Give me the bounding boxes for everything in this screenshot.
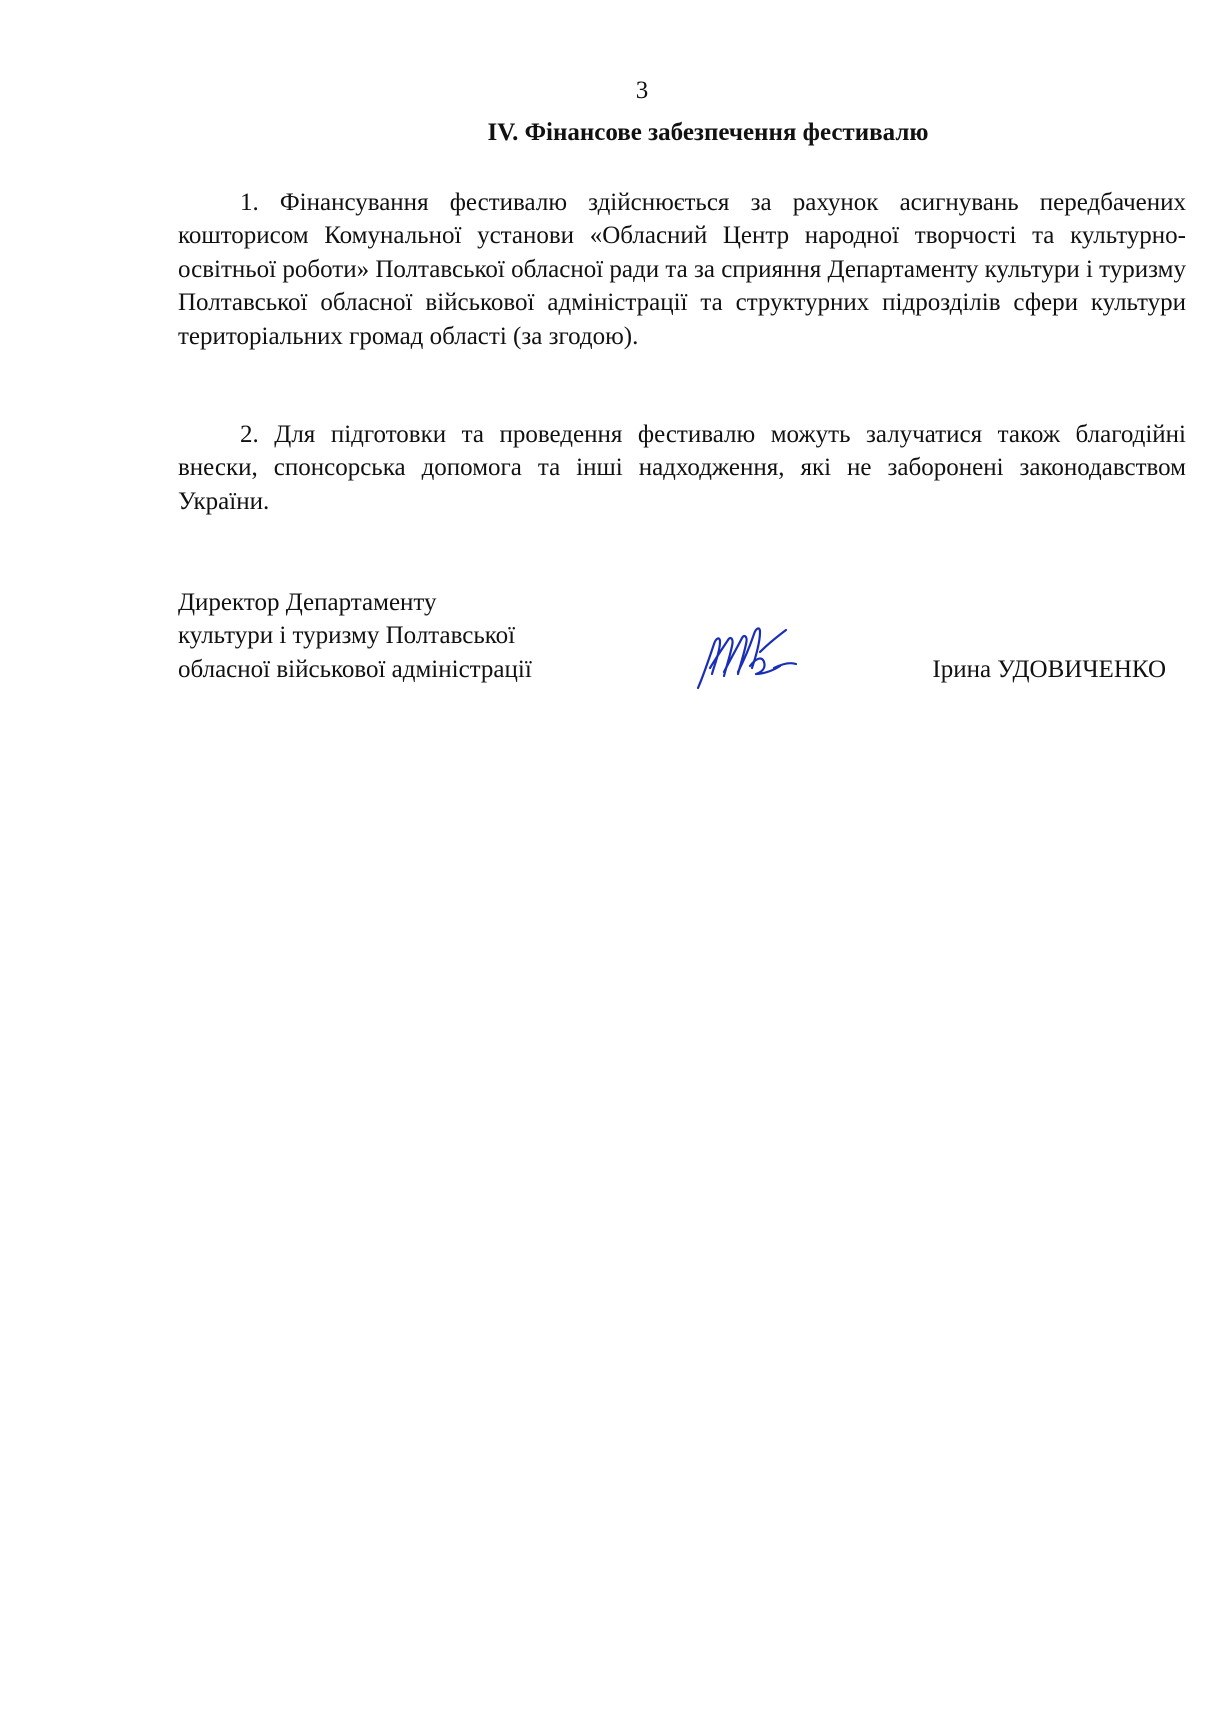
page-number: 3 [635, 77, 649, 104]
paragraph-financing: 1. Фінансування фестивалю здійснюється за рахунок асигнувань передбачених кошторисом Комунальної установи «Обласний Центр народної творчості та культурно-освітньої роботи» Полтавської обласної ради та за сприяння Департаменту культури і туризму Полтавської обласної військової адміністрації та структурних підрозділів сфери культури територіальних громад області (за згодою). [178, 189, 1186, 350]
handwritten-signature-icon [690, 622, 800, 694]
signer-title-line: Директор Департаменту [178, 589, 437, 616]
paragraph-additional-funding: 2. Для підготовки та проведення фестивалю можуть залучатися також благодійні внески, спонсорська допомога та інші надходження, які не заборонені законодавством України. [178, 421, 1186, 515]
signer-title [178, 586, 532, 686]
signer-title-line: культури і туризму Полтавської [178, 622, 516, 650]
signer-title-line: обласної військової адміністрації [178, 655, 532, 683]
signature-block [178, 586, 1186, 696]
signer-name: Ірина УДОВИЧЕНКО [932, 656, 1166, 683]
section-title: IV. Фінансове забезпечення фестивалю [487, 119, 929, 146]
